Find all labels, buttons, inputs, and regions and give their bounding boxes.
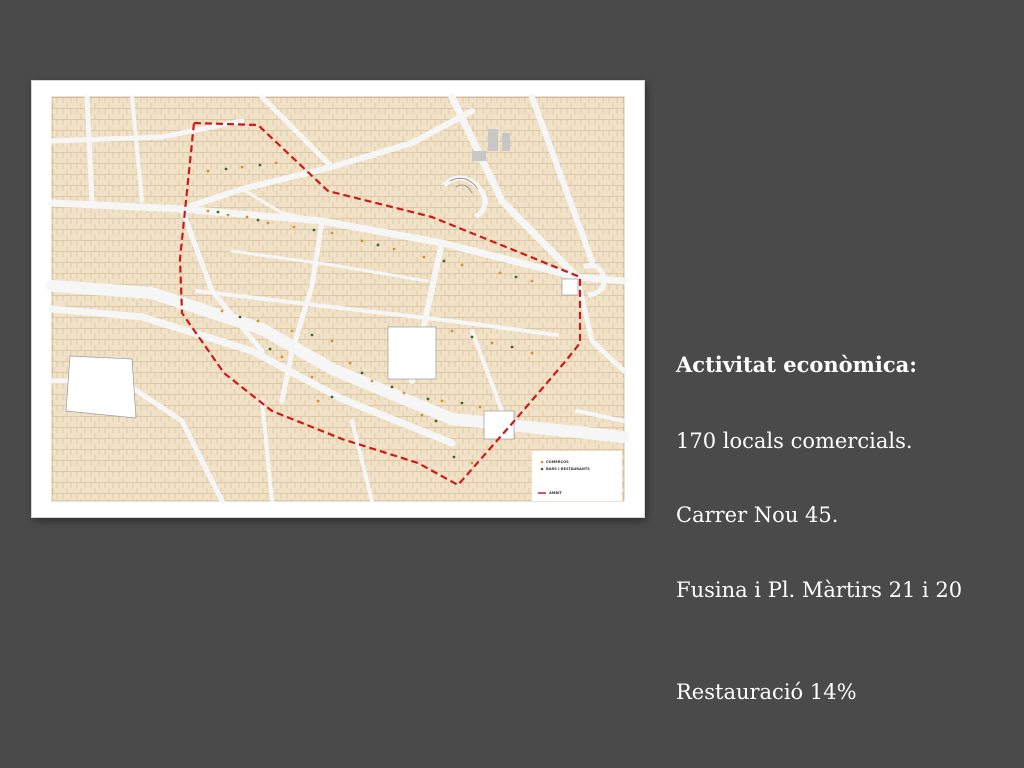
legend-commerce-swatch (541, 461, 544, 464)
legend-bars-swatch (541, 468, 544, 471)
legend-boundary-label: ÀMBIT (549, 491, 562, 496)
small-square (484, 411, 514, 439)
map-area (52, 97, 624, 501)
legend-commerce-label: COMERÇOS (546, 460, 569, 465)
info-locals: 170 locals comercials. (676, 429, 913, 453)
open-lot (66, 356, 136, 418)
info-fusina: Fusina i Pl. Màrtirs 21 i 20 (676, 578, 963, 602)
main-square (388, 327, 436, 379)
map-legend (532, 451, 622, 501)
street-map (32, 81, 644, 517)
legend-bars-label: BARS I RESTAURANTS (546, 467, 590, 472)
info-heading: Activitat econòmica: (676, 352, 918, 377)
corner-lot (562, 279, 578, 295)
info-restauracio: Restauració 14% (676, 680, 857, 704)
info-carrer-nou: Carrer Nou 45. (676, 503, 839, 527)
map-drawing (32, 81, 644, 517)
